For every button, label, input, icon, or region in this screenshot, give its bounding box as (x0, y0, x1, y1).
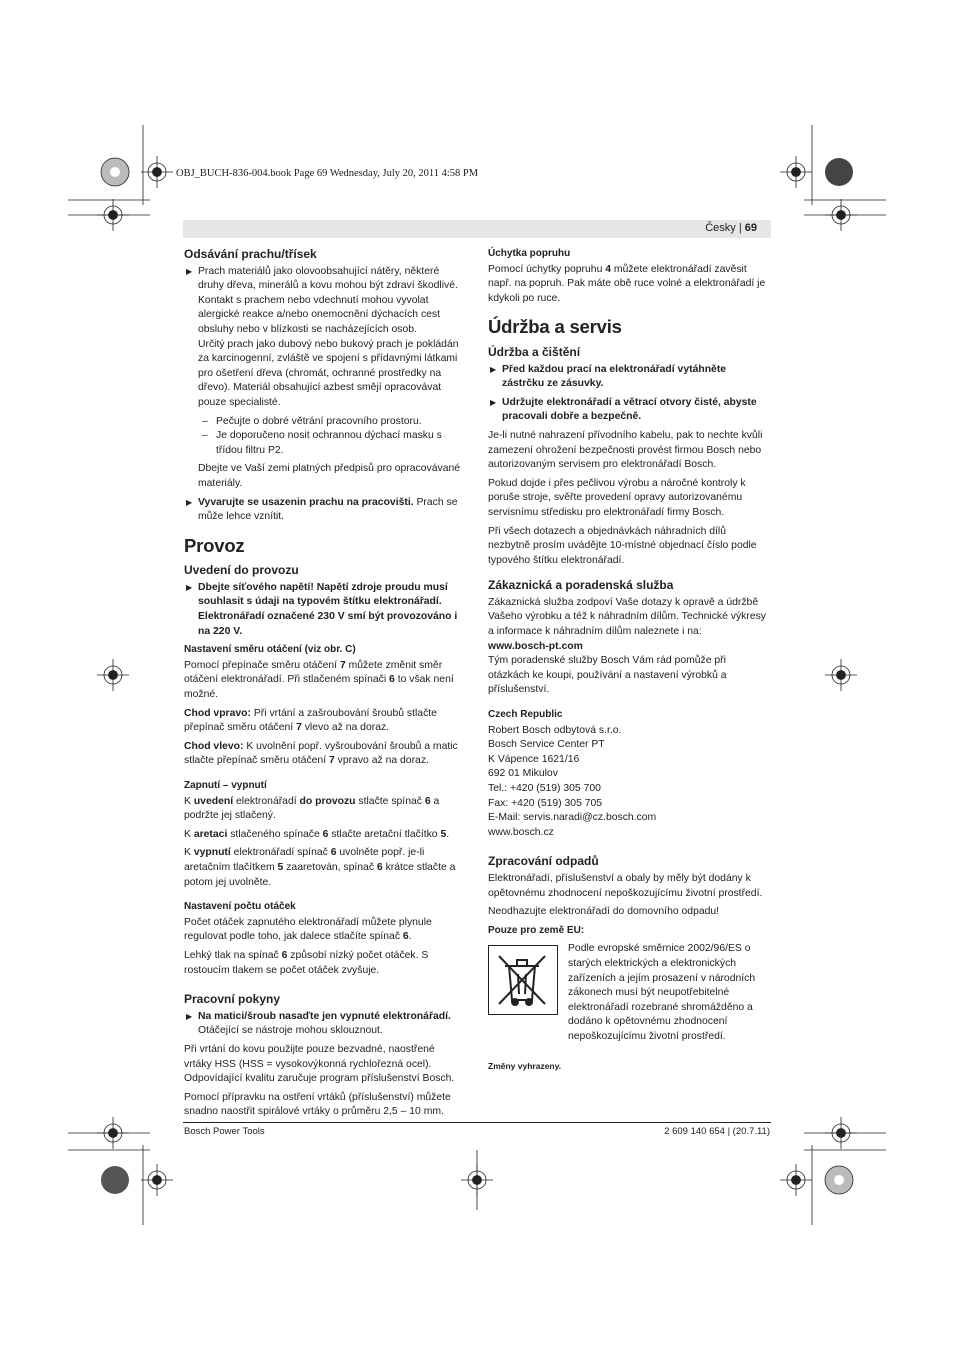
address-line: Robert Bosch odbytová s.r.o. (488, 724, 622, 736)
eu-text: Podle evropské směrnice 2002/96/ES o starých elektrických a elektronických zařízeních a jejím prosazení v národních zákonech musí být neupotřebitelné elektronářadí rozebrané shromážděno a dodáno k opětovnému zhodnocení nepoškozujícímu životní prostředí. (568, 943, 756, 1042)
pokyny-title: Pracovní pokyny (184, 992, 281, 1007)
list-item (184, 1010, 464, 1039)
weee-bin-icon (488, 945, 558, 1015)
pokyny-paragraph-1: Při vrtání do kovu použijte pouze bezvadné, naostřené vrtáky HSS (HSS = vysokovýkonná rychlořezná ocel). Odpovídající kvalitu zaručuje program příslušenství Bosch. (184, 1043, 455, 1085)
bullet-triangle-icon: ▶ (490, 364, 497, 374)
list-item (184, 581, 464, 639)
bullet-triangle-icon: ▶ (186, 497, 193, 507)
zapnuti-paragraph-2: K aretaci stlačeného spínače 6 stlačte aretační tlačítko 5. (184, 828, 450, 840)
bullet-triangle-icon: ▶ (186, 582, 193, 592)
pokyny-paragraph-2: Pomocí přípravku na ostření vrtáků (příslušenství) můžete snadno naostřit spirálové vrtáky o průměru 2,5 – 10 mm. (184, 1091, 451, 1118)
udrzba-title: Údržba a servis (488, 316, 622, 338)
cisteni-paragraph-2: Pokud dojde i přes pečlivou výrobu a náročné kontroly k poruše stroje, svěřte provedení opravy autorizovanému servisnímu středisku pro elektronářadí firmy Bosch. (488, 477, 746, 518)
odpad-title: Zpracování odpadů (488, 854, 599, 869)
header-text (705, 222, 757, 234)
uchytka-title: Úchytka popruhu (488, 248, 571, 259)
left-column (184, 247, 464, 1124)
bold-text: Vyvarujte se usazenin prachu na pracovišti. (198, 496, 414, 508)
text: Prach se může lehce vznítit. (198, 496, 458, 523)
fax: Fax: +420 (519) 305 705 (488, 797, 603, 809)
address-line: 692 01 Mikulov (488, 768, 558, 780)
smer-paragraph: Pomocí přepínače směru otáčení 7 můžete změnit směr otáčení elektronářadí. Při stlačeném spínači 6 to však není možné. (184, 659, 454, 701)
sluzba-paragraph-1: Zákaznická služba zodpoví Vaše dotazy k opravě a údržbě Vašeho výrobku a též k náhradním dílům. Technické výkresy a informace k náhradním dílům naleznete i na: www.bosch-pt.com (488, 596, 766, 652)
web-link[interactable]: www.bosch.cz (488, 826, 554, 838)
vpravo-paragraph: Chod vpravo: Při vrtání a zašroubování šroubů stlačte přepínač směru otáčení 7 vlevo až na doraz. (184, 707, 437, 734)
bold-text: Udržujte elektronářadí a větrací otvory čisté, abyste pracovali dobře a bezpečně. (502, 396, 757, 423)
eu-title: Pouze pro země EU: (488, 924, 585, 936)
uchytka-paragraph: Pomocí úchytky popruhu 4 můžete elektronářadí zavěsit např. na popruh. Pak máte obě ruce volné a elektronářadí je kdykoli po ruce. (488, 263, 766, 304)
bosch-pt-link[interactable]: www.bosch-pt.com (488, 640, 583, 652)
provoz-title: Provoz (184, 534, 245, 556)
odpad-paragraph-2: Neodhazujte elektronářadí do domovního odpadu! (488, 906, 720, 918)
address-line: K Vápence 1621/16 (488, 753, 580, 765)
header-language: Česky (705, 222, 736, 234)
otacek-paragraph-2: Lehký tlak na spínač 6 způsobí nízký počet otáček. S rostoucím tlakem se počet otáček zvyšuje. (184, 949, 429, 976)
cisteni-title: Údržba a čištění (488, 344, 581, 359)
otacek-title: Nastavení počtu otáček (184, 901, 296, 913)
list-item (184, 496, 464, 525)
dash-text: Pečujte o dobré větrání pracovního prostoru. (216, 415, 422, 427)
cisteni-paragraph-1: Je-li nutné nahrazení přívodního kabelu, pak to nechte kvůli zamezení ohrožení bezpečnosti provést firmou Bosch nebo autorizovaným servisem pro elektronářadí Bosch. (488, 429, 763, 471)
bullet-triangle-icon: ▶ (186, 1011, 193, 1021)
footer-divider (183, 1122, 771, 1123)
address-line: Bosch Service Center PT (488, 739, 605, 751)
bold-text: Před každou prací na elektronářadí vytáhněte zástrčku ze zásuvky. (502, 363, 727, 390)
bold-text: Na matici/šroub nasaďte jen vypnuté elektronářadí. (198, 1010, 451, 1022)
dash-item: – Je doporučeno nosit ochrannou dýchací masku s třídou filtru P2. (202, 430, 442, 456)
zapnuti-paragraph-3: K vypnutí elektronářadí spínač 6 uvolněte popř. je-li aretačním tlačítkem 5 zaaretován, spínač 6 krátce stlačte a potom jej uvolněte. (184, 847, 456, 888)
print-info: OBJ_BUCH-836-004.book Page 69 Wednesday, July 20, 2011 4:58 PM (176, 168, 479, 179)
bullet-triangle-icon: ▶ (186, 266, 193, 276)
bold-text: Dbejte síťového napětí! Napětí zdroje proudu musí souhlasit s údaji na typovém štítku elektronářadí. Elektronářadí označené 230 V smí být provozováno i na 220 V. (198, 581, 458, 637)
smer-title: Nastavení směru otáčení (viz obr. C) (184, 644, 356, 656)
zapnuti-title: Zapnutí – vypnutí (184, 780, 267, 791)
phone: Tel.: +420 (519) 305 700 (488, 783, 601, 794)
page-number: 69 (744, 222, 757, 234)
dash-text: Je doporučeno nosit ochrannou dýchací masku s třídou filtru P2. (216, 430, 442, 456)
dust-paragraph-1: Prach materiálů jako olovoobsahující nátěry, některé druhy dřeva, minerálů a kovu mohou být zdraví škodlivé. Kontakt s prachem nebo vdechnutí mohou vyvolat alergické reakce a/nebo onemocnění dýchacích cest obsluhy nebo v blízkosti se nacházejících osob. (198, 265, 458, 335)
list-item (184, 265, 464, 411)
list-item (488, 396, 770, 425)
email-link[interactable]: E-Mail: servis.naradi@cz.bosch.com (488, 812, 657, 824)
zmeny-note: Změny vyhrazeny. (488, 1060, 562, 1071)
footer-right: 2 609 140 654 | (20.7.11) (664, 1126, 770, 1137)
footer-left: Bosch Power Tools (184, 1126, 265, 1137)
address-block (488, 724, 770, 841)
dash-item: – Pečujte o dobré větrání pracovního prostoru. (202, 415, 422, 427)
otacek-paragraph-1: Počet otáček zapnutého elektronářadí můžete plynule regulovat podle toho, jak dalece stlačíte spínač 6. (184, 916, 432, 943)
dust-title: Odsávání prachu/třísek (184, 247, 317, 261)
cisteni-paragraph-3: Při všech dotazech a objednávkách náhradních dílů nezbytně prosím uvádějte 10-místné objednací číslo podle typového štítku elektronářadí. (488, 525, 757, 566)
right-column (488, 247, 770, 1073)
dust-paragraph-3: Dbejte ve Vaší zemi platných předpisů pro opracovávané materiály. (198, 463, 461, 489)
sluzba-paragraph-2: Tým poradenské služby Bosch Vám rád pomůže při otázkách ke koupi, používání a nastavení výrobků a příslušenství. (488, 655, 727, 696)
uvedeni-title: Uvedení do provozu (184, 563, 299, 578)
country-title: Czech Republic (488, 709, 563, 721)
header-separator: | (738, 222, 742, 234)
vlevo-paragraph: Chod vlevo: K uvolnění popř. vyšroubování šroubů a matic stlačte přepínač směru otáčení 7 vpravo až na doraz. (184, 740, 458, 767)
weee-block (488, 942, 770, 1044)
sluzba-title: Zákaznická a poradenská služba (488, 578, 674, 593)
bullet-triangle-icon: ▶ (490, 397, 497, 407)
odpad-paragraph-1: Elektronářadí, příslušenství a obaly by měly být dodány k opětovnému zhodnocení nepoškozujícímu životní prostředí. (488, 872, 763, 899)
zapnuti-paragraph-1: K uvedení elektronářadí do provozu stlačte spínač 6 a podržte jej stlačený. (184, 795, 440, 822)
list-item (488, 363, 770, 392)
page-header (183, 220, 771, 238)
dust-paragraph-2: Určitý prach jako dubový nebo bukový prach je pokládán za karcinogenní, zvláště ve spojení s přídavnými látkami pro ošetření dřeva (chromát, ochranné prostředky na dřevo). Materiál obsahující azbest smějí opracovávat pouze specialisté. (198, 338, 459, 408)
text: Otáčející se nástroje mohou sklouznout. (198, 1025, 383, 1037)
